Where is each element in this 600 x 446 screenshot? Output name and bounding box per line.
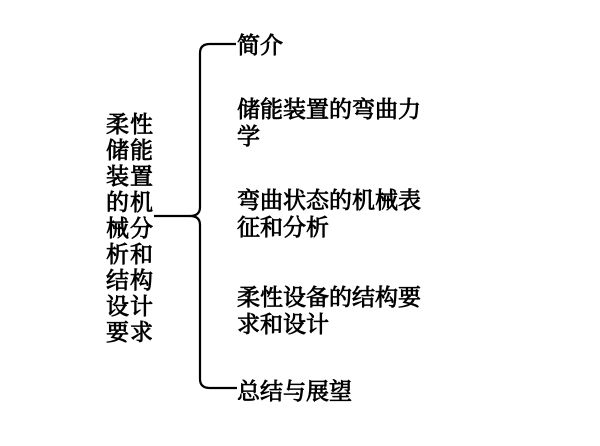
branch-item-bending-mechanics xyxy=(237,96,421,150)
branch-item-intro xyxy=(237,32,283,59)
branch-item-summary-outlook xyxy=(237,378,352,405)
root-topic-line: 装置 xyxy=(106,163,154,190)
branch-line: 弯曲状态的机械表 xyxy=(237,187,421,214)
branch-line: 柔性设备的结构要 xyxy=(237,284,421,311)
root-topic-line: 柔性 xyxy=(106,111,154,138)
root-topic-line: 要求 xyxy=(106,319,154,346)
branch-line: 总结与展望 xyxy=(237,378,352,405)
branch-line: 简介 xyxy=(237,32,283,59)
root-topic-line: 械分 xyxy=(106,215,154,242)
root-topic xyxy=(106,112,154,346)
root-topic-line: 设计 xyxy=(106,293,154,320)
branch-line: 学 xyxy=(237,123,260,150)
root-topic-line: 储能 xyxy=(106,137,154,164)
branch-item-structure-design xyxy=(237,284,421,338)
branch-line: 求和设计 xyxy=(237,311,329,338)
curly-brace xyxy=(148,36,244,396)
branch-line: 征和分析 xyxy=(237,214,329,241)
root-topic-line: 结构 xyxy=(106,267,154,294)
branch-line: 储能装置的弯曲力 xyxy=(237,96,421,123)
branch-item-characterization-analysis xyxy=(237,187,421,241)
curly-brace-path xyxy=(190,44,237,388)
root-topic-line: 的机 xyxy=(106,189,154,216)
root-topic-line: 析和 xyxy=(106,241,154,268)
